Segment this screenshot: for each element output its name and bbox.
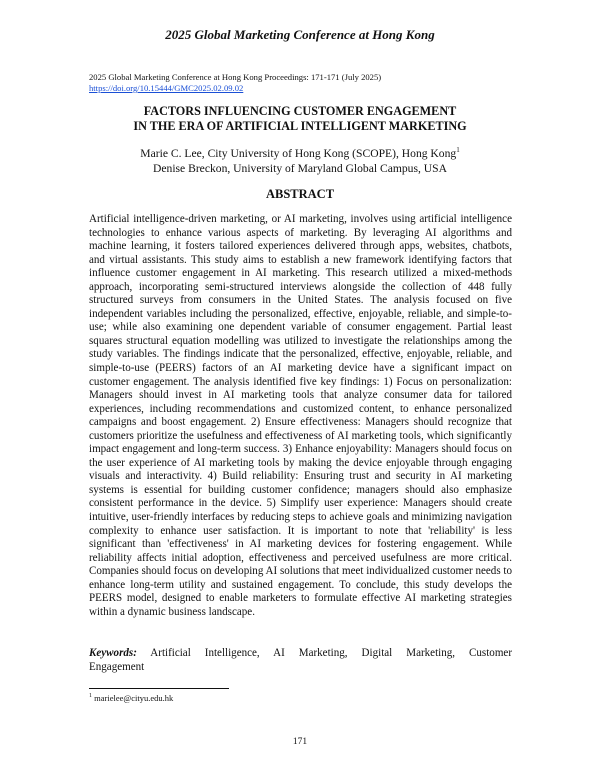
doi-link[interactable]: https://doi.org/10.15444/GMC2025.02.09.02 <box>89 83 244 93</box>
keywords-line <box>89 647 512 661</box>
conference-header: 2025 Global Marketing Conference at Hong Kong <box>165 27 435 42</box>
page-number: 171 <box>292 737 308 747</box>
keywords-label: Keywords: <box>89 647 137 659</box>
footnote-divider <box>89 688 229 689</box>
footnote <box>89 693 173 703</box>
footnote-email: marielee@cityu.edu.hk <box>94 693 174 703</box>
keywords-continuation: Engagement <box>89 661 145 673</box>
author-1-footnote-mark: 1 <box>456 146 460 155</box>
title-line-1: FACTORS INFLUENCING CUSTOMER ENGAGEMENT <box>143 104 457 118</box>
author-1 <box>0 146 600 161</box>
abstract-body: Artificial intelligence-driven marketing, or AI marketing, involves using artificial intelligence technologies to enhance various aspects of marketing. By leveraging AI algorithms and machine learning, it fosters tailored experiences delivered through apps, websites, chatbots, and virtual assistants. This study aims to establish a new framework identifying factors that influence customer engagement in AI marketing. This research utilized a mixed-methods approach, incorporating semi-structured interviews alongside the collection of 448 fully structured surveys from consumers in the United States. The analysis focused on five independent variables including the personalized, effective, enjoyable, reliable, and simple-to-use; while also examining one dependent variable of consumer engagement. Partial least squares structural equation modelling was utilized to investigate the relationships among the study variables. The findings indicate that the personalized, effective, enjoyable, reliable, and simple-to-use (PEERS) factors of an AI marketing device have a significant impact on customer engagement. The analysis identified five key findings: 1) Focus on personalization: Managers should invest in AI marketing tools that analyze consumer data for tailored experiences, including recommendations and customized content, to enhance personalized campaigns and boost engagement. 2) Ensure effectiveness: Managers should recognize that customers prioritize the usefulness and effectiveness of AI marketing tools, which significantly impact engagement and long-term success. 3) Enhance enjoyability: Managers should focus on the user experience of AI marketing tools by making the device enjoyable through engaging visuals and interactivity. 4) Build reliability: Ensuring trust and security in AI marketing systems is essential for building customer confidence; managers should also emphasize consistent performance in the device. 5) Simplify user experience: Managers should create intuitive, user-friendly interfaces by reducing steps to achieve goals and minimizing navigation complexity to enhance user satisfaction. It is important to note that 'reliability' is less significant than 'effectiveness' in AI marketing devices for fostering engagement. While reliability affects initial adoption, effectiveness and perceived usefulness are more critical. Companies should focus on developing AI solutions that meet individualized customer needs to enhance long-term utility and sustained engagement. To conclude, this study develops the PEERS model, designed to enable marketers to formulate effective AI marketing strategies within a dynamic business landscape. <box>89 213 512 618</box>
keywords-text: Artificial Intelligence, AI Marketing, Digital Marketing, Customer <box>150 647 512 659</box>
paper-title <box>0 104 600 134</box>
author-2-text: Denise Breckon, University of Maryland Global Campus, USA <box>153 162 447 175</box>
author-1-text: Marie C. Lee, City University of Hong Kong (SCOPE), Hong Kong <box>140 147 457 160</box>
title-line-2: IN THE ERA OF ARTIFICIAL INTELLIGENT MARKETING <box>133 119 467 133</box>
footnote-mark: 1 <box>89 693 92 700</box>
proceedings-citation: 2025 Global Marketing Conference at Hong Kong Proceedings: 171-171 (July 2025) <box>89 72 382 82</box>
abstract-heading: ABSTRACT <box>265 187 335 201</box>
author-list <box>0 146 600 176</box>
author-2 <box>0 161 600 176</box>
proceedings-info <box>89 72 381 94</box>
